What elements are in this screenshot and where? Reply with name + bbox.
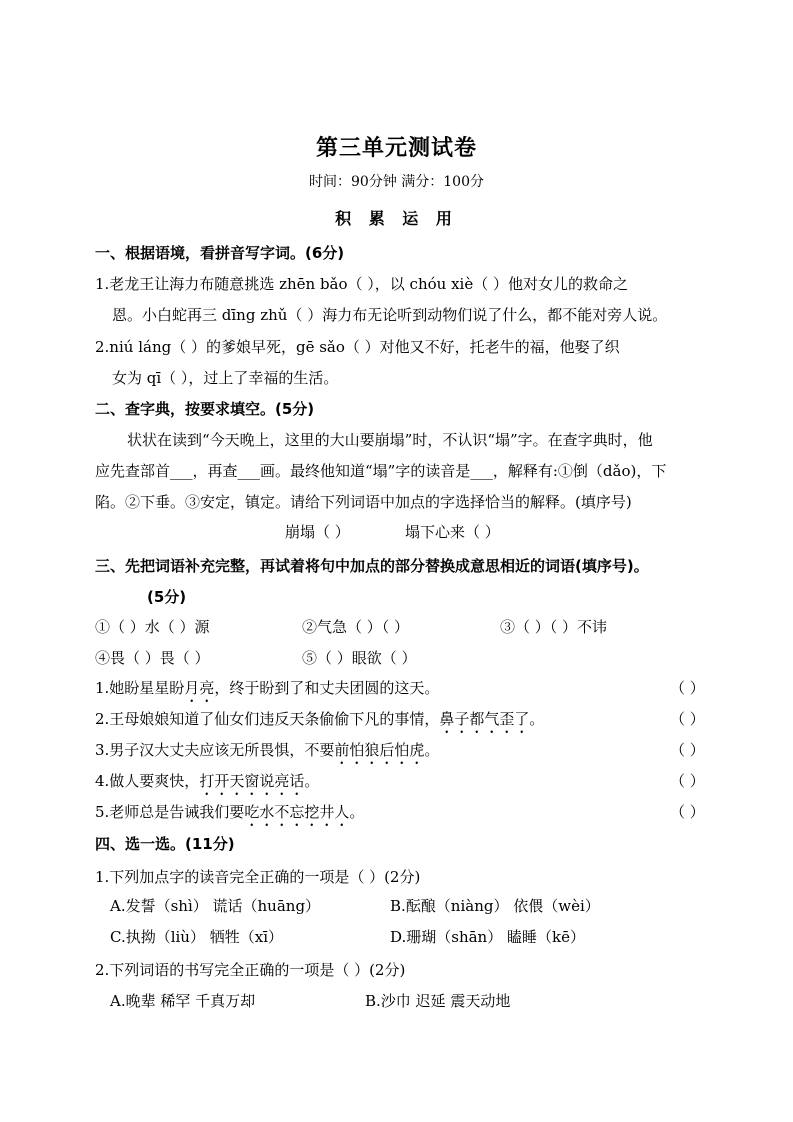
s3-word-5: ⑤（ ）眼欲（ ） bbox=[302, 649, 417, 667]
s3-item-2: 2.王母娘娘知道了仙女们违反天条偷偷下凡的事情，鼻子都气歪了。 bbox=[95, 710, 545, 728]
s4-q1-option-b: B.酝酿（niàng） 依偎（wèi） bbox=[390, 897, 600, 915]
exam-info: 时间：90分钟 满分：100分 bbox=[309, 174, 484, 190]
section-3-score: (5分) bbox=[147, 588, 187, 606]
s3-item-4-answer: （ ） bbox=[670, 772, 705, 790]
s3-item-4: 4.做人要爽快，打开天窗说亮话。 bbox=[95, 772, 320, 790]
section-1-heading: 一、根据语境，看拼音写字词。(6分) bbox=[95, 244, 345, 262]
s3-word-1: ①（ ）水（ ）源 bbox=[95, 618, 210, 636]
part-title: 积 累 运 用 bbox=[335, 209, 458, 228]
dotted-phrase: 鼻子都气歪了 bbox=[439, 710, 530, 728]
s2-line-3: 陷。②下垂。③安定，镇定。请给下列词语中加点的字选择恰当的解释。(填序号) bbox=[95, 493, 632, 511]
s1-line-2: 恩。小白蛇再三 dīng zhǔ（ ）海力布无论听到动物们说了什么，都不能对旁人说。 bbox=[112, 306, 668, 324]
s3-item-1-answer: （ ） bbox=[670, 679, 705, 697]
dotted-phrase: 前怕狼后怕虎 bbox=[334, 741, 425, 759]
page-title: 第三单元测试卷 bbox=[315, 135, 477, 161]
s3-item-5-answer: （ ） bbox=[670, 803, 705, 821]
s1-line-1: 1.老龙王让海力布随意挑选 zhēn bǎo（ ），以 chóu xiè（ ）他对女儿的救命之 bbox=[95, 275, 628, 293]
s4-q2-option-a: A.晚辈 稀罕 千真万却 bbox=[110, 992, 256, 1010]
s3-item-1: 1.她盼星星盼月亮，终于盼到了和丈夫团圆的这天。 bbox=[95, 679, 440, 697]
dotted-phrase: 吃水不忘挖井人 bbox=[244, 803, 350, 821]
s4-q1-option-c: C.执拗（liù） 牺牲（xī） bbox=[110, 928, 283, 946]
section-3-heading: 三、先把词语补充完整，再试着将句中加点的部分替换成意思相近的词语(填序号)。 bbox=[95, 557, 649, 575]
s4-q1-option-a: A.发誓（shì） 谎话（huāng） bbox=[110, 897, 321, 915]
s4-q2-option-b: B.沙巾 迟延 震天动地 bbox=[365, 992, 511, 1010]
dotted-phrase: 月亮 bbox=[184, 679, 215, 697]
s2-word-a: 崩塌（ ） bbox=[285, 523, 350, 541]
s1-line-3: 2.niú láng（ ）的爹娘早死，gē sǎo（ ）对他又不好，托老牛的福，他娶了织 bbox=[95, 338, 620, 356]
section-2-heading: 二、查字典，按要求填空。(5分) bbox=[95, 400, 315, 418]
section-4-heading: 四、选一选。(11分) bbox=[95, 835, 235, 853]
s3-word-2: ②气急（ ）（ ） bbox=[302, 618, 410, 636]
s4-q1-option-d: D.珊瑚（shān） 瞌睡（kē） bbox=[390, 928, 585, 946]
s3-word-4: ④畏（ ）畏（ ） bbox=[95, 649, 210, 667]
s2-line-1: 状状在读到“今天晚上，这里的大山要崩塌”时，不认识“塌”字。在查字典时，他 bbox=[127, 431, 653, 449]
s3-item-5: 5.老师总是告诫我们要吃水不忘挖井人。 bbox=[95, 803, 365, 821]
s3-word-3: ③（ ）（ ）不讳 bbox=[500, 618, 608, 636]
dotted-phrase: 打开天窗说亮话 bbox=[199, 772, 305, 790]
s4-question-2: 2.下列词语的书写完全正确的一项是（ ）(2分) bbox=[95, 961, 406, 979]
s3-item-3-answer: （ ） bbox=[670, 741, 705, 759]
s4-question-1: 1.下列加点字的读音完全正确的一项是（ ）(2分) bbox=[95, 868, 421, 886]
s3-item-3: 3.男子汉大丈夫应该无所畏惧，不要前怕狼后怕虎。 bbox=[95, 741, 440, 759]
s2-line-2: 应先查部首___，再查___画。最终他知道“塌”字的读音是___，解释有:①倒（dǎo)，下 bbox=[95, 462, 667, 480]
s3-item-2-answer: （ ） bbox=[670, 710, 705, 728]
s2-word-b: 塌下心来（ ） bbox=[405, 523, 500, 541]
s1-line-4: 女为 qī（ ），过上了幸福的生活。 bbox=[112, 369, 339, 387]
